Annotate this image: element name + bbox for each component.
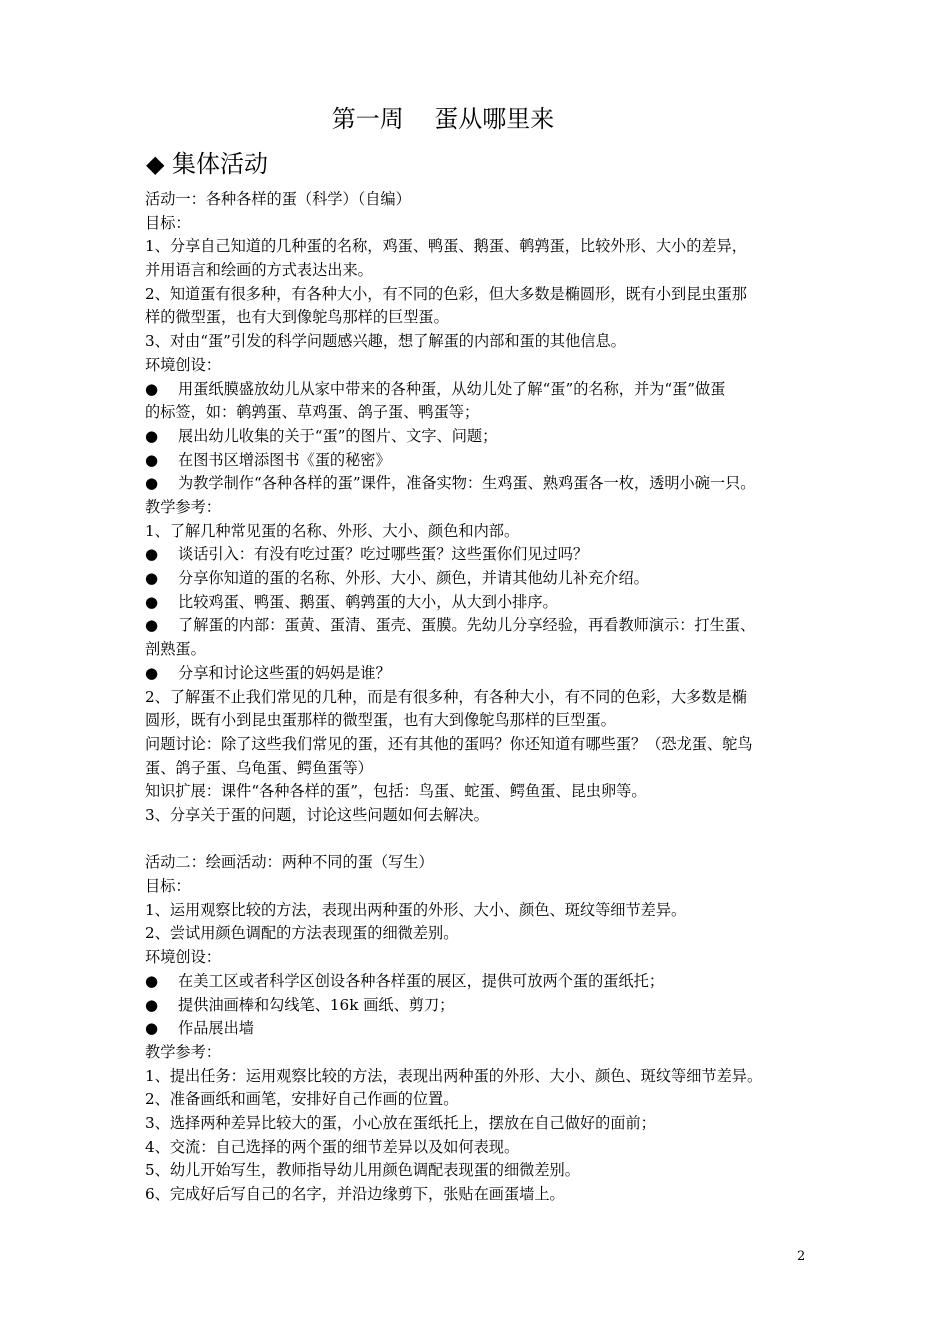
activity1-goals-label: 目标：: [145, 213, 191, 232]
activity1-goal-line: 并用语言和绘画的方式表达出来。: [145, 261, 373, 280]
list-item-text: 了解蛋的内部：蛋黄、蛋清、蛋壳、蛋膜。先幼儿分享经验，再看教师演示：打生蛋、: [178, 616, 756, 635]
bullet-icon: ●: [145, 426, 159, 445]
bullet-icon: ●: [145, 569, 159, 588]
activity2-env-label: 环境创设：: [145, 948, 221, 967]
activity1-goal-line: 3、对由“蛋”引发的科学问题感兴趣，想了解蛋的内部和蛋的其他信息。: [145, 332, 626, 351]
bullet-icon: ●: [145, 1019, 159, 1038]
diamond-icon: ◆: [146, 150, 165, 178]
list-item-text: 展出幼儿收集的关于“蛋”的图片、文字、问题；: [178, 426, 498, 445]
activity1-env-label: 环境创设：: [145, 355, 221, 374]
bullet-icon: ●: [145, 995, 159, 1014]
list-item-text: 谈话引入：有没有吃过蛋？吃过哪些蛋？这些蛋你们见过吗？: [178, 545, 589, 564]
list-item: [145, 472, 815, 496]
activity1-discussion: 问题讨论：除了这些我们常见的蛋，还有其他的蛋吗？你还知道有哪些蛋？（恐龙蛋、鸵鸟: [145, 734, 753, 753]
bullet-icon: ●: [145, 379, 159, 398]
bullet-icon: ●: [145, 545, 159, 564]
list-item-text: 分享和讨论这些蛋的妈妈是谁？: [178, 663, 391, 682]
bullet-icon: ●: [145, 616, 159, 635]
activity2-step: 5、幼儿开始写生，教师指导幼儿用颜色调配表现蛋的细微差别。: [145, 1161, 580, 1180]
activity1-title: 活动一：各种各样的蛋（科学）（自编）: [145, 190, 411, 208]
list-item: [145, 614, 815, 638]
activity2-step: 4、交流：自己选择的两个蛋的细节差异以及如何表现。: [145, 1137, 520, 1156]
activity2-ref-label: 教学参考：: [145, 1042, 221, 1061]
list-item: [145, 662, 815, 686]
activity1-ref-line: 2、了解蛋不止我们常见的几种，而是有很多种，有各种大小，有不同的色彩，大多数是椭: [145, 687, 747, 706]
list-item: [145, 567, 815, 591]
list-item-text: 分享你知道的蛋的名称、外形、大小、颜色，并请其他幼儿补充介绍。: [178, 569, 649, 588]
bullet-icon: ●: [145, 592, 159, 611]
list-item-text: 为教学制作“各种各样的蛋”课件，准备实物：生鸡蛋、熟鸡蛋各一枚，透明小碗一只。: [178, 474, 756, 493]
activity2-step: 3、选择两种差异比较大的蛋，小心放在蛋纸托上，摆放在自己做好的面前；: [145, 1114, 656, 1132]
list-item: [145, 425, 815, 449]
activity2-step: 1、提出任务：运用观察比较的方法，表现出两种蛋的外形、大小、颜色、斑纹等细节差异。: [145, 1066, 763, 1085]
list-item-text: 用蛋纸膜盛放幼儿从家中带来的各种蛋，从幼儿处了解“蛋”的名称，并为“蛋”做蛋: [178, 379, 726, 398]
list-item: [145, 1017, 815, 1041]
activity1-ref-label: 教学参考：: [145, 498, 221, 516]
list-item-continuation: 的标签，如：鹌鹑蛋、草鸡蛋、鸽子蛋、鸭蛋等；: [145, 403, 480, 422]
list-item: [145, 543, 815, 567]
spacer: [145, 828, 815, 852]
document-body: [145, 188, 815, 1207]
bullet-icon: ●: [145, 474, 159, 493]
page-title: 第一周 蛋从哪里来: [331, 105, 555, 133]
activity1-ref-line: 1、了解几种常见蛋的名称、外形、大小、颜色和内部。: [145, 521, 520, 540]
bullet-icon: ●: [145, 450, 159, 469]
list-item: [145, 591, 815, 615]
activity1-goal-line: 1、分享自己知道的几种蛋的名称，鸡蛋、鸭蛋、鹅蛋、鹌鹑蛋，比较外形、大小的差异，: [145, 237, 747, 256]
activity2-step: 2、准备画纸和画笔，安排好自己作画的位置。: [145, 1090, 459, 1109]
activity2-goals-label: 目标：: [145, 877, 191, 896]
activity2-goal-line: 2、尝试用颜色调配的方法表现蛋的细微差别。: [145, 924, 459, 943]
list-item-text: 比较鸡蛋、鸭蛋、鹅蛋、鹌鹑蛋的大小，从大到小排序。: [178, 592, 558, 611]
activity1-goal-line: 2、知道蛋有很多种，有各种大小，有不同的色彩，但大多数是椭圆形，既有小到昆虫蛋那: [145, 284, 747, 303]
activity2-step: 6、完成好后写自己的名字，并沿边缘剪下，张贴在画蛋墙上。: [145, 1185, 565, 1204]
list-item: [145, 970, 815, 994]
bullet-icon: ●: [145, 971, 159, 990]
list-item: [145, 994, 815, 1018]
activity1-ref-line: 3、分享关于蛋的问题，讨论这些问题如何去解决。: [145, 806, 489, 825]
list-item-continuation: 剖熟蛋。: [145, 640, 206, 659]
section-heading-text: 集体活动: [172, 150, 268, 178]
activity2-title: 活动二：绘画活动：两种不同的蛋（写生）: [145, 853, 434, 872]
list-item-text: 在图书区增添图书《蛋的秘密》: [178, 450, 391, 469]
page-number: 2: [797, 1249, 806, 1264]
list-item-text: 在美工区或者科学区创设各种各样蛋的展区，提供可放两个蛋的蛋纸托；: [178, 971, 664, 990]
activity1-goal-line: 样的微型蛋，也有大到像鸵鸟那样的巨型蛋。: [145, 308, 449, 327]
list-item-text: 作品展出墙: [178, 1019, 254, 1038]
activity2-goal-line: 1、运用观察比较的方法，表现出两种蛋的外形、大小、颜色、斑纹等细节差异。: [145, 900, 687, 919]
bullet-icon: ●: [145, 663, 159, 682]
activity1-extension: 知识扩展：课件“各种各样的蛋”，包括：鸟蛋、蛇蛋、鳄鱼蛋、昆虫卵等。: [145, 782, 647, 801]
list-item: [145, 449, 815, 473]
activity1-ref-line: 圆形，既有小到昆虫蛋那样的微型蛋，也有大到像鸵鸟那样的巨型蛋。: [145, 711, 616, 730]
section-heading: [146, 148, 268, 180]
list-item: [145, 378, 815, 402]
activity1-discussion: 蛋、鸽子蛋、乌龟蛋、鳄鱼蛋等）: [145, 758, 373, 777]
list-item-text: 提供油画棒和勾线笔、16k 画纸、剪刀；: [178, 995, 455, 1014]
